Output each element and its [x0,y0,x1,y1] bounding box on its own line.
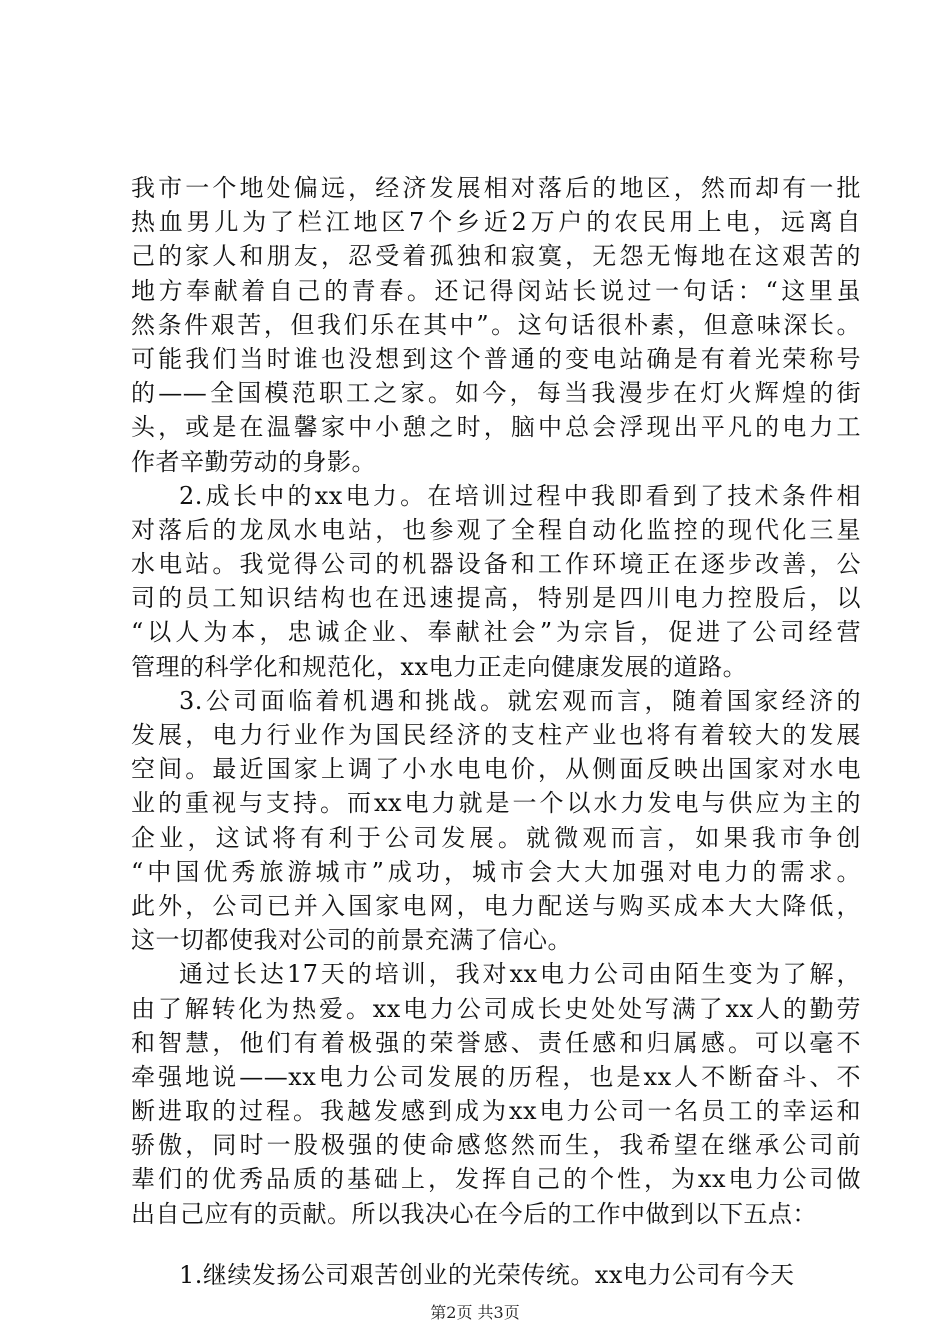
text-line: 头，或是在温馨家中小憩之时，脑中总会浮现出平凡的电力工 [131,413,861,442]
paragraph-2-first-line: 2.成长中的xx电力。在培训过程中我即看到了技术条件相 [179,481,861,510]
text-line: 水电站。我觉得公司的机器设备和工作环境正在逐步改善，公 [131,550,861,579]
text-line: 企业，这试将有利于公司发展。就微观而言，如果我市争创 [131,823,861,852]
text-line: 这一切都使我对公司的前景充满了信心。 [131,926,572,955]
text-line: 己的家人和朋友，忍受着孤独和寂寞，无怨无悔地在这艰苦的 [131,242,861,271]
text-line: 由了解转化为热爱。xx电力公司成长史处处写满了xx人的勤劳 [131,994,861,1023]
text-line: “以人为本，忠诚企业、奉献社会”为宗旨，促进了公司经营 [131,618,861,647]
text-line: 作者辛勤劳动的身影。 [131,447,376,476]
text-line: 此外，公司已并入国家电网，电力配送与购买成本大大降低， [131,891,861,920]
page-number-footer: 第2页 共3页 [430,1303,520,1322]
text-line: 业的重视与支持。而xx电力就是一个以水力发电与供应为主的 [131,789,861,818]
text-line: 管理的科学化和规范化，xx电力正走向健康发展的道路。 [131,652,748,681]
text-line: 发展，电力行业作为国民经济的支柱产业也将有着较大的发展 [131,721,861,749]
text-line: 牵强地说——xx电力公司发展的历程，也是xx人不断奋斗、不 [131,1062,861,1091]
text-line: 辈们的优秀品质的基础上，发挥自己的个性，为xx电力公司做 [131,1165,861,1194]
text-line: 然条件艰苦，但我们乐在其中”。这句话很朴素，但意味深长。 [131,310,861,339]
text-line: 骄傲，同时一股极强的使命感悠然而生，我希望在继承公司前 [131,1131,861,1160]
paragraph-gap [131,1231,861,1258]
text-line: 地方奉献着自己的青春。还记得闵站长说过一句话：“这里虽 [131,276,861,305]
document-body [131,171,861,1292]
text-line: 的——全国模范职工之家。如今，每当我漫步在灯火辉煌的街 [131,379,861,408]
text-line: 我市一个地处偏远，经济发展相对落后的地区，然而却有一批 [131,174,861,202]
paragraph-3-first-line: 3.公司面临着机遇和挑战。就宏观而言，随着国家经济的 [179,686,861,715]
text-line: 热血男儿为了栏江地区7个乡近2万户的农民用上电，远离自 [131,208,861,237]
text-line: “中国优秀旅游城市”成功，城市会大大加强对电力的需求。 [131,857,861,886]
list-item-1-line: 1.继续发扬公司艰苦创业的光荣传统。xx电力公司有今天 [179,1260,795,1289]
text-line: 对落后的龙凤水电站，也参观了全程自动化监控的现代化三星 [131,515,861,544]
text-line: 可能我们当时谁也没想到这个普通的变电站确是有着光荣称号 [131,344,861,373]
text-line: 断进取的过程。我越发感到成为xx电力公司一名员工的幸运和 [131,1097,861,1126]
text-line: 空间。最近国家上调了小水电电价，从侧面反映出国家对水电 [131,755,861,784]
text-line: 司的员工知识结构也在迅速提高，特别是四川电力控股后，以 [131,584,861,613]
text-line: 和智慧，他们有着极强的荣誉感、责任感和归属感。可以毫不 [131,1028,861,1057]
text-line: 出自己应有的贡献。所以我决心在今后的工作中做到以下五点： [131,1199,817,1228]
paragraph-4-first-line: 通过长达17天的培训，我对xx电力公司由陌生变为了解， [179,960,861,989]
